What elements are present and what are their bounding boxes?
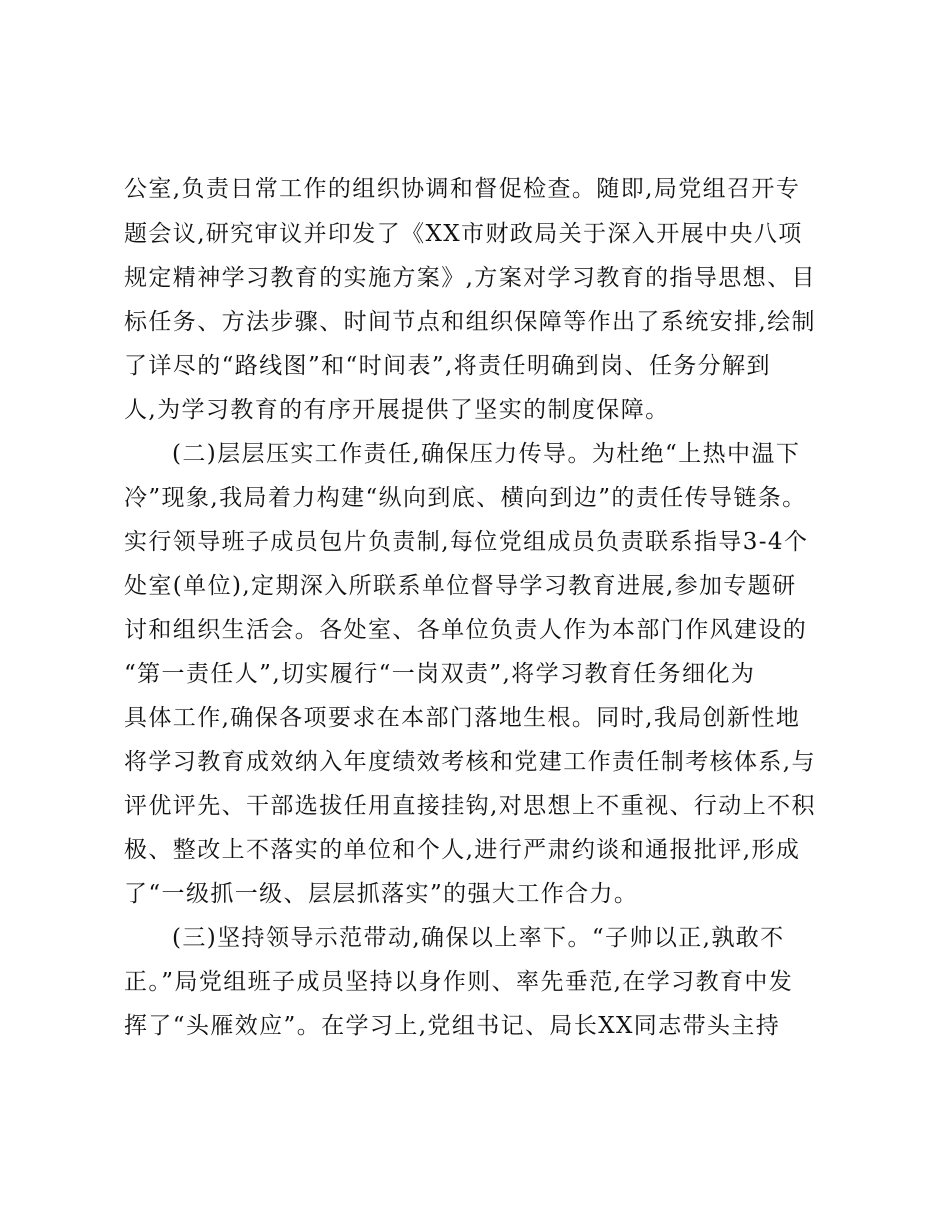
text-line-12: “第一责任人”,切实履行“一岗双责”,将学习教育任务细化为 [124, 661, 756, 687]
text-line-15: 评优评先、干部选拔任用直接挂钩,对思想上不重视、行动上不积 [124, 793, 816, 819]
text-line-20: 挥了“头雁效应”。在学习上,党组书记、局长XX同志带头主持 [124, 1013, 781, 1039]
text-line-13: 具体工作,确保各项要求在本部门落地生根。同时,我局创新性地 [124, 705, 801, 731]
text-line-4: 标任务、方法步骤、时间节点和组织保障等作出了系统安排,绘制 [124, 309, 816, 335]
text-line-6: 人,为学习教育的有序开展提供了坚实的制度保障。 [124, 397, 670, 423]
text-line-2: 题会议,研究审议并印发了《XX市财政局关于深入开展中央八项 [124, 221, 803, 247]
text-line-5: 了详尽的“路线图”和“时间表”,将责任明确到岗、任务分解到 [124, 353, 771, 379]
text-line-3: 规定精神学习教育的实施方案》,方案对学习教育的指导思想、目 [124, 265, 816, 291]
text-line-17: 了“一级抓一级、层层抓落实”的强大工作合力。 [124, 881, 639, 907]
text-line-14: 将学习教育成效纳入年度绩效考核和党建工作责任制考核体系,与 [124, 749, 816, 775]
text-line-16: 极、整改上不落实的单位和个人,进行严肃约谈和通报批评,形成 [124, 837, 801, 863]
text-line-10: 处室(单位),定期深入所联系单位督导学习教育进展,参加专题研 [124, 573, 797, 599]
text-line-1: 公室,负责日常工作的组织协调和督促检查。随即,局党组召开专 [124, 176, 801, 202]
section-heading-2: (二)层层压实工作责任,确保压力传导。为杜绝“上热中温下 [172, 441, 801, 467]
text-line-19: 正。”局党组班子成员坚持以身作则、率先垂范,在学习教育中发 [124, 969, 794, 995]
text-line-11: 讨和组织生活会。各处室、各单位负责人作为本部门作风建设的 [124, 617, 808, 643]
section-heading-3: (三)坚持领导示范带动,确保以上率下。“子帅以正,孰敢不 [172, 925, 785, 951]
text-line-9: 实行领导班子成员包片负责制,每位党组成员负责联系指导3-4个 [124, 529, 809, 555]
text-line-8: 冷”现象,我局着力构建“纵向到底、横向到边”的责任传导链条。 [124, 485, 807, 511]
